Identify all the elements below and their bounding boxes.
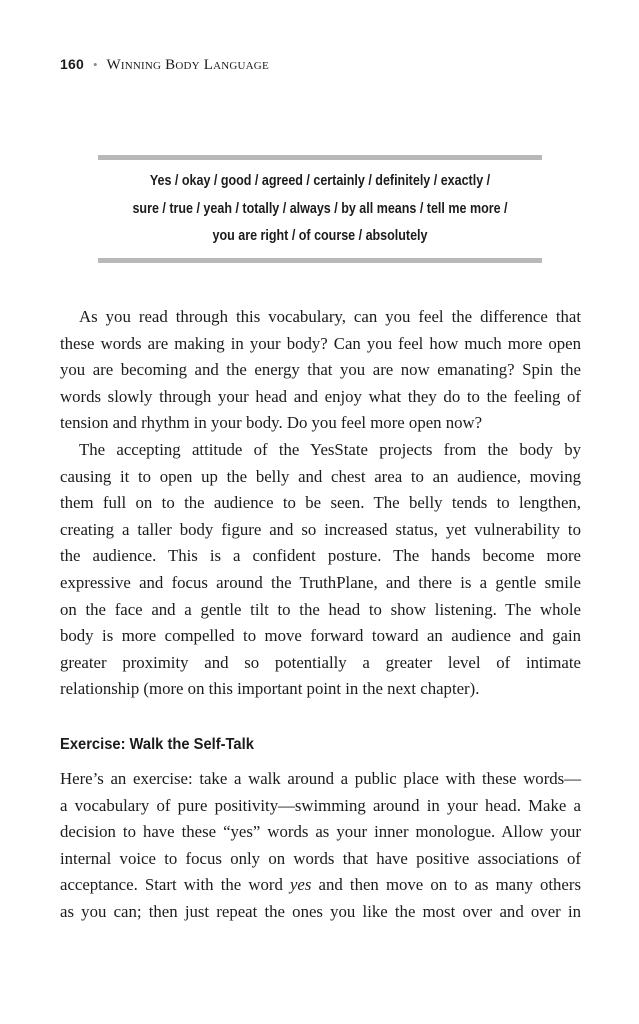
text-line: expressive and focus around the TruthPlane, and there is a gentle smile	[60, 572, 581, 592]
emphasis-word: yes	[289, 875, 312, 895]
text-line: Here’s an exercise: take a walk around a public place with these words—	[60, 769, 581, 788]
text-line-with-emphasis	[60, 872, 581, 899]
body-paragraphs	[60, 304, 581, 703]
text-line: these words are making in your body? Can you feel how much more open	[60, 333, 581, 353]
exercise-body	[60, 766, 581, 926]
text-line: As you read through this vocabulary, can you feel the difference that	[79, 307, 581, 326]
text-line: as you can; then just repeat the ones you like the most over and over in	[60, 901, 581, 921]
text-line: relationship (more on this important point in the next chapter).	[60, 679, 480, 699]
text-line: body is more compelled to move forward toward an audience and gain	[60, 626, 581, 646]
exercise-heading: Exercise: Walk the Self-Talk	[60, 736, 254, 753]
page-number: 160	[60, 56, 84, 72]
callout-line: you are right / of course / absolutely	[212, 228, 428, 244]
callout-bottom-rule	[98, 258, 542, 263]
text-line: a vocabulary of pure positivity—swimming around in your head. Make a	[60, 795, 581, 815]
text-line: greater proximity and so potentially a greater level of intimate	[60, 652, 581, 672]
text-fragment: acceptance. Start with the word	[60, 875, 283, 895]
text-line: words slowly through your head and enjoy what they do to the feeling of	[60, 386, 581, 406]
header-separator: •	[92, 57, 98, 72]
text-line: tension and rhythm in your body. Do you feel more open now?	[60, 413, 483, 433]
text-line: decision to have these “yes” words as your inner monologue. Allow your	[60, 822, 581, 842]
paragraph-yesstate	[60, 437, 581, 703]
text-line: causing it to open up the belly and chest area to an audience, moving	[60, 466, 581, 486]
paragraph-exercise	[60, 766, 581, 926]
text-line: creating a taller body figure and so increased status, yet vulnerability to	[60, 519, 581, 539]
callout-top-rule	[98, 155, 542, 160]
text-line: The accepting attitude of the YesState projects from the body by	[79, 439, 581, 459]
text-line: the audience. This is a confident posture. The hands become more	[60, 546, 581, 566]
running-header	[60, 56, 269, 74]
paragraph-vocabulary-effect	[60, 304, 581, 437]
text-line: you are becoming and the energy that you are now emanating? Spin the	[60, 360, 581, 380]
text-line: internal voice to focus only on words that have positive associations of	[60, 848, 581, 868]
text-line: on the face and a gentle tilt to the head to show listening. The whole	[60, 599, 581, 619]
callout-line: sure / true / yeah / totally / always / by all means / tell me more /	[132, 200, 508, 217]
text-fragment: and then move on to as many others	[311, 875, 582, 895]
running-title: Winning Body Language	[106, 57, 269, 73]
callout-line: Yes / okay / good / agreed / certainly / definitely / exactly /	[149, 173, 491, 189]
vocabulary-callout	[127, 168, 513, 251]
text-line: them full on to the audience to be seen. The belly tends to lengthen,	[60, 493, 581, 513]
